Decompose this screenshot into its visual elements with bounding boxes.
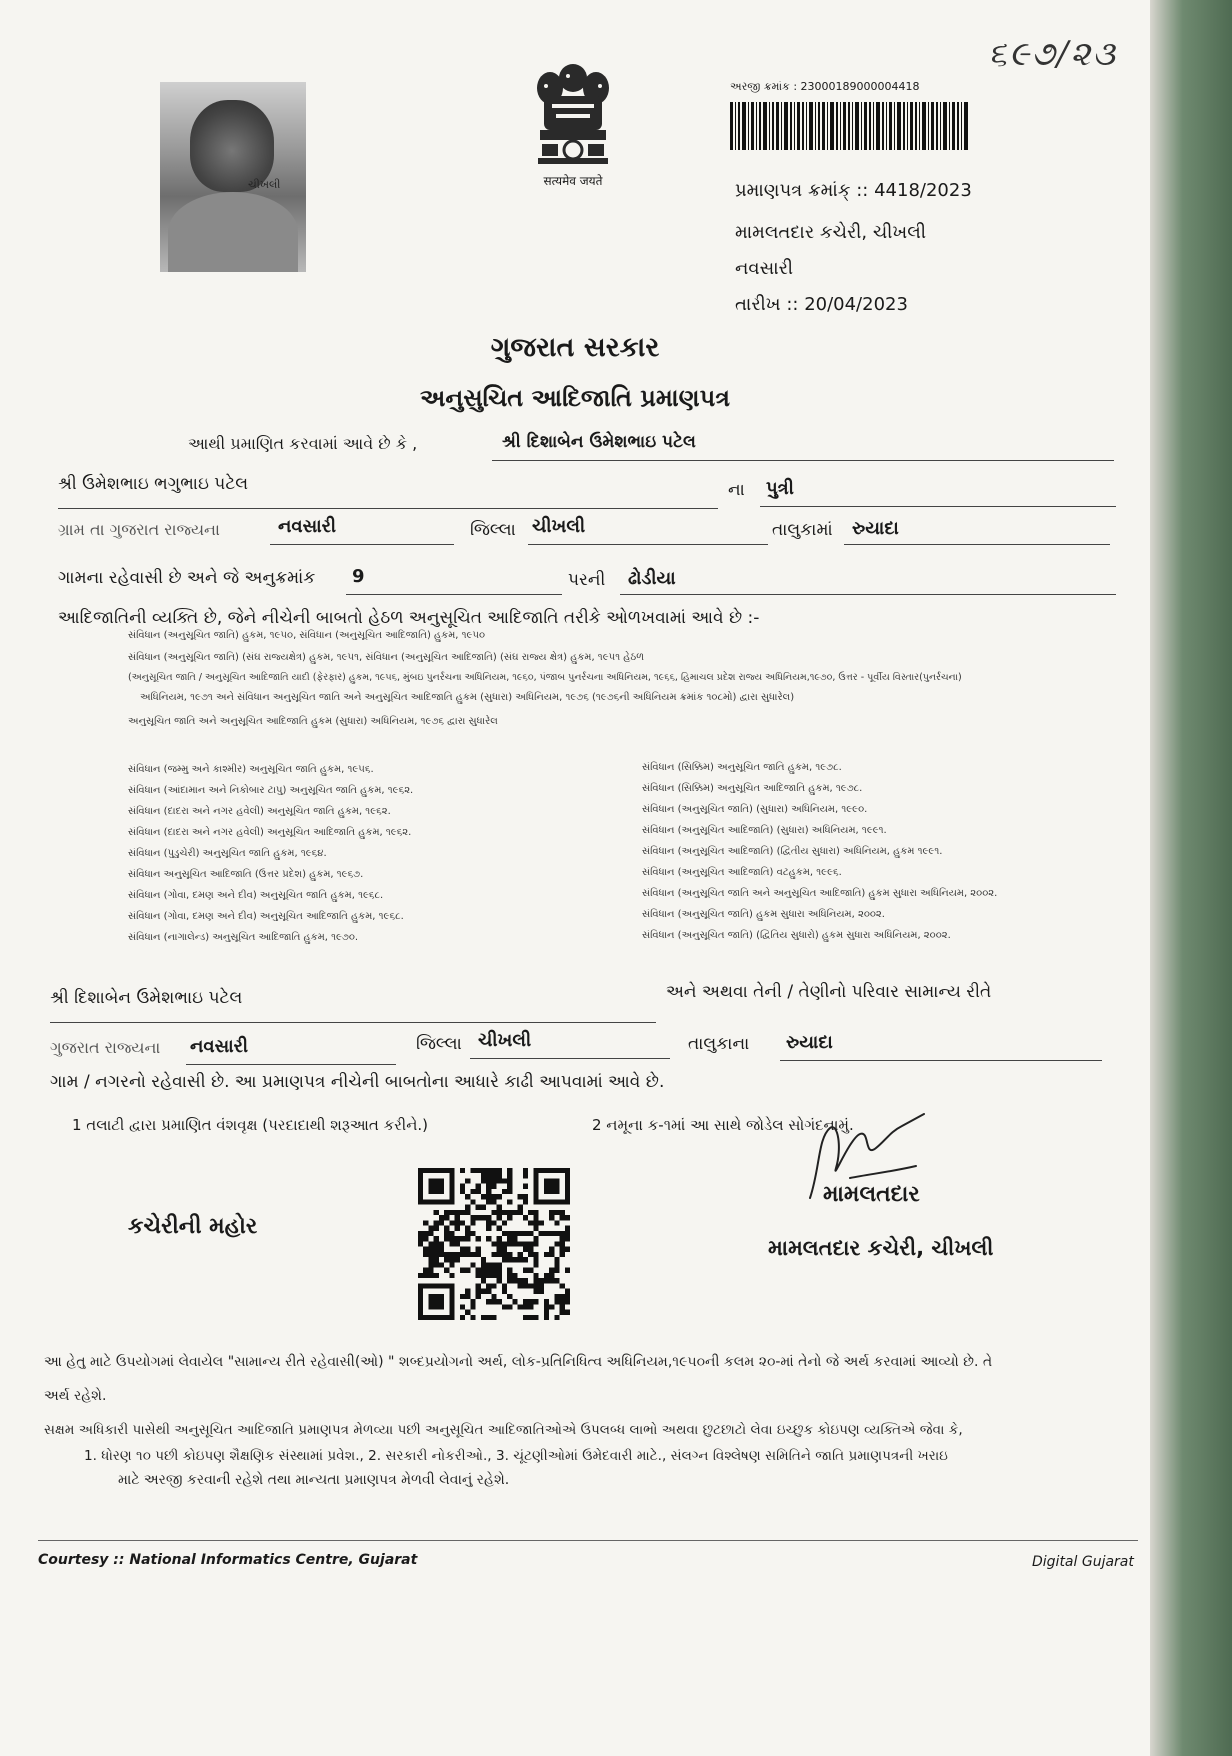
note-line-3: સક્ષમ અધિકારી પાસેથી અનુસૂચિત આદિજાતિ પ્રમાણપત્ર મેળવ્યા પછી અનુસૂચિત આદિજાતિઓએ ઉપલબ્ધ લાભો અથવા છુટછાટો લેવા ઇચ્છુક કોઇપણ વ્યક્તિએ જેવા કે, <box>44 1422 963 1438</box>
footer-divider <box>38 1540 1138 1541</box>
underline <box>780 1060 1102 1061</box>
certify-text: આથી પ્રમાણિત કરવામાં આવે છે કે , <box>188 434 418 453</box>
order-line: સંવિધાન (અનુસૂચિત જાતિ) (દ્વિતિય સુધારો) હુકમ સુધારા અધિનિયમ, ૨૦૦૨. <box>642 930 951 941</box>
order-line: સંવિધાન (સિક્કિમ) અનુસૂચિત આદિજાતિ હુકમ, ૧૯૭૮. <box>642 783 863 794</box>
issue-date-row <box>735 294 908 315</box>
orders-left-column <box>128 764 413 953</box>
issuing-office: મામલતદાર કચેરી, ચીખલી <box>735 222 926 243</box>
order-line: અધિનિયમ, ૧૯૭૧ અને સંવિધાન અનુસૂચિત જાતિ અને અનુસૂચિત આદિજાતિ હુકમ (સુધારા) અધિનિયમ, ૧૯૭૬ (૧૯૭૬ની અધિનિયમ ક્રમાંક ૧૦૮મો) દ્વારા સુધારેલ) <box>140 692 795 703</box>
government-title: ગુજરાત સરકાર <box>490 332 660 363</box>
order-line: અનુસૂચિત જાતિ અને અનુસૂચિત આદિજાતિ હુકમ (સુધારા) અધિનિયમ, ૧૯૭૬ દ્વારા સુધારેલ <box>128 716 498 727</box>
underline <box>844 544 1110 545</box>
emblem-motto: सत्यमेव जयते <box>543 174 603 188</box>
footer-brand: Digital Gujarat <box>1032 1554 1134 1570</box>
national-emblem-icon <box>528 58 618 170</box>
application-number: અરજી ક્રમાંક : 23000189000004418 <box>730 80 920 93</box>
relation-prefix: ના <box>728 480 745 500</box>
district-value: નવસારી <box>278 516 337 537</box>
orders-right-column <box>642 762 997 951</box>
order-line: (અનુસૂચિત જાતિ / અનુસૂચિત આદિજાતિ યાદી (ફેરફાર) હુકમ, ૧૯૫૬, મુંબઇ પુનર્રચના અધિનિયમ, ૧૯૬૦, પંજાબ પુનર્રચના અધિનિયમ, ૧૯૬૬, હિમાચલ પ્રદેશ રાજ્ય અધિનિયમ,૧૯૭૦, ઉત્તર - પૂર્વીય વિસ્તાર(પુનર્રચના) <box>128 672 962 683</box>
underline <box>620 594 1116 595</box>
village-value: રુયાદા <box>852 518 899 539</box>
district-label: જિલ્લા <box>470 520 516 540</box>
certificate-title: અનુસુચિત આદિજાતિ પ્રમાણપત્ર <box>420 384 730 412</box>
order-line: સંવિધાન (દાદરા અને નગર હવેલી) અનુસૂચિત આદિજાતિ હુકમ, ૧૯૬૨. <box>128 827 412 838</box>
serial-number: 9 <box>352 566 365 587</box>
basis-item-1: 1 તલાટી દ્વારા પ્રમાણિત વંશવૃક્ષ (પરદાદાથી શરૂઆત કરીને.) <box>72 1116 429 1134</box>
residence-taluka-label: તાલુકાના <box>688 1034 750 1054</box>
underline <box>50 1022 656 1023</box>
office-seal-label: કચેરીની મહોર <box>128 1214 258 1239</box>
residence-village: રુયાદા <box>786 1032 833 1053</box>
applicant-photo <box>160 82 306 272</box>
qr-code <box>418 1168 570 1320</box>
underline <box>528 544 768 545</box>
order-line: સંવિધાન (પુડુચેરી) અનુસૂચિત જાતિ હુકમ, ૧૯૬૪. <box>128 848 327 859</box>
order-line: સંવિધાન (નાગાલેન્ડ) અનુસૂચિત આદિજાતિ હુકમ, ૧૯૭૦. <box>128 932 359 943</box>
residence-district: નવસારી <box>190 1036 249 1057</box>
residence-resident-text: ગામ / નગરનો રહેવાસી છે. આ પ્રમાણપત્ર નીચેની બાબતોના આધારે કાઢી આપવામાં આવે છે. <box>50 1072 665 1092</box>
residence-person-name: શ્રી દિશાબેન ઉમેશભાઇ પટેલ <box>50 988 243 1008</box>
certificate-number-label: પ્રમાણપત્ર ક્રમાંક્ :: <box>735 180 869 201</box>
underline <box>492 460 1114 461</box>
tribe-value: ઢોડીયા <box>628 568 676 589</box>
note-line-2: અર્થ રહેશે. <box>44 1388 107 1404</box>
issue-date: 20/04/2023 <box>804 294 908 315</box>
order-line: સંવિધાન (આંદામાન અને નિકોબાર ટાપુ) અનુસૂચિત જાતિ હુકમ, ૧૯૬૨. <box>128 785 414 796</box>
order-line: સંવિધાન અનુસૂચિત આદિજાતિ (ઉત્તર પ્રદેશ) હુકમ, ૧૯૬૭. <box>128 869 364 880</box>
serial-suffix: પરની <box>568 570 606 590</box>
order-line: સંવિધાન (અનુસૂચિત જાતિ અને અનુસૂચિત આદિજાતિ) હુકમ સુધારા અધિનિયમ, ૨૦૦૨. <box>642 888 998 899</box>
order-line: સંવિધાન (અનુસૂચિત જાતિ) (સંઘ રાજ્યક્ષેત્ર) હુકમ, ૧૯૫૧, સંવિધાન (અનુસૂચિત આદિજાતિ) (સંઘ રાજ્ય ક્ષેત્ર) હુકમ, ૧૯૫૧ હેઠળ <box>128 652 645 663</box>
issuing-district: નવસારી <box>735 258 794 279</box>
underline <box>270 544 454 545</box>
order-line: સંવિધાન (અનુસૂચિત આદિજાતિ) (સુધારા) અધિનિયમ, ૧૯૯૧. <box>642 825 887 836</box>
background-table-edge <box>1150 0 1232 1756</box>
barcode <box>730 102 970 150</box>
order-line: સંવિધાન (દાદરા અને નગર હવેલી) અનુસૂચિત જાતિ હુકમ, ૧૯૬૨. <box>128 806 391 817</box>
underline <box>58 508 718 509</box>
resident-text: ગામના રહેવાસી છે અને જે અનુક્રમાંક <box>58 568 316 588</box>
footer-credit: Courtesy :: National Informatics Centre, Gujarat <box>38 1552 418 1568</box>
underline <box>346 594 562 595</box>
father-name: શ્રી ઉમેશભાઇ ભગુભાઇ પટેલ <box>58 474 249 494</box>
residence-district-label: જિલ્લા <box>416 1034 462 1054</box>
order-line: સંવિધાન (અનુસૂચિત આદિજાતિ) વટહુકમ, ૧૯૯૬. <box>642 867 842 878</box>
order-line: સંવિધાન (અનુસૂચિત જાતિ) (સુધારા) અધિનિયમ, ૧૯૯૦. <box>642 804 868 815</box>
certificate-number-row <box>735 180 972 201</box>
basis-item-2: 2 નમૂના ક-૧માં આ સાથે જોડેલ સોગંદનામું. <box>592 1116 854 1134</box>
order-line: સંવિધાન (સિક્કિમ) અનુસૂચિત જાતિ હુકમ, ૧૯૭૮. <box>642 762 842 773</box>
photo-shoulders <box>168 192 298 272</box>
taluka-label: તાલુકામાં <box>772 520 833 540</box>
issue-date-label: તારીખ :: <box>735 294 799 315</box>
residence-taluka: ચીખલી <box>478 1030 532 1051</box>
underline <box>470 1058 670 1059</box>
signatory-office: મામલતદાર કચેરી, ચીખલી <box>768 1236 994 1260</box>
note-line-5: માટે અરજી કરવાની રહેશે તથા માન્યતા પ્રમાણપત્ર મેળવી લેવાનું રહેશે. <box>118 1472 510 1488</box>
underline <box>186 1064 396 1065</box>
order-line: સંવિધાન (જમ્મુ અને કાશ્મીર) અનુસૂચિત જાતિ હુકમ, ૧૯૫૬. <box>128 764 374 775</box>
order-line: સંવિધાન (અનુસૂચિત જાતિ) હુકમ, ૧૯૫૦, સંવિધાન (અનુસૂચિત આદિજાતિ) હુકમ, ૧૯૫૦ <box>128 630 486 641</box>
order-line: સંવિધાન (ગોવા, દમણ અને દીવ) અનુસૂચિત આદિજાતિ હુકમ, ૧૯૬૮. <box>128 911 404 922</box>
residence-state-label: ગુજરાત રાજ્યના <box>50 1038 161 1057</box>
note-line-4: 1. ધોરણ ૧૦ પછી કોઇપણ શૈક્ષણિક સંસ્થામાં પ્રવેશ., 2. સરકારી નોકરીઓ., 3. ચૂંટણીઓમાં ઉમેદવારી માટે., સંલગ્ન વિશ્લેષણ સમિતિને જાતિ પ્રમાણપત્રની ખરાઇ <box>84 1448 948 1464</box>
tribe-text: આદિજાતિની વ્યક્તિ છે, જેને નીચેની બાબતો હેઠળ અનુસૂચિત આદિજાતિ તરીકે ઓળખવામાં આવે છે :- <box>58 608 760 628</box>
underline <box>760 506 1116 507</box>
family-text: અને અથવા તેની / તેણીનો પરિવાર સામાન્ય રીતે <box>666 982 992 1002</box>
order-line: સંવિધાન (ગોવા, દમણ અને દીવ) અનુસૂચિત જાતિ હુકમ, ૧૯૬૮. <box>128 890 384 901</box>
taluka-value: ચીખલી <box>532 516 586 537</box>
order-line: સંવિધાન (અનુસૂચિત આદિજાતિ) (દ્વિતીય સુધારા) અધિનિયમ, હુકમ ૧૯૯૧. <box>642 846 943 857</box>
relation: પુત્રી <box>766 478 794 499</box>
state-label: ગ્રામ તા ગુજરાત રાજ્યના <box>58 520 220 539</box>
note-line-1: આ હેતુ માટે ઉપયોગમાં લેવાયેલ "સામાન્ય રીતે રહેવાસી(ઓ) " શબ્દપ્રયોગનો અર્થ, લોક-પ્રતિનિધિત્વ અધિનિયમ,૧૯૫૦ની કલમ ૨૦-માં તેનો જે અર્થ કરવામાં આવ્યો છે. તે <box>44 1354 993 1370</box>
photo-caption: ચીખલી <box>248 178 281 191</box>
handwritten-number: ૬૯૭/૨૩ <box>988 34 1117 74</box>
signatory-designation: મામલતદાર <box>823 1182 920 1207</box>
order-line: સંવિધાન (અનુસૂચિત જાતિ) હુકમ સુધારા અધિનિયમ, ૨૦૦૨. <box>642 909 885 920</box>
certificate-number: 4418/2023 <box>874 180 972 201</box>
person-name: શ્રી દિશાબેન ઉમેશભાઇ પટેલ <box>502 432 696 452</box>
